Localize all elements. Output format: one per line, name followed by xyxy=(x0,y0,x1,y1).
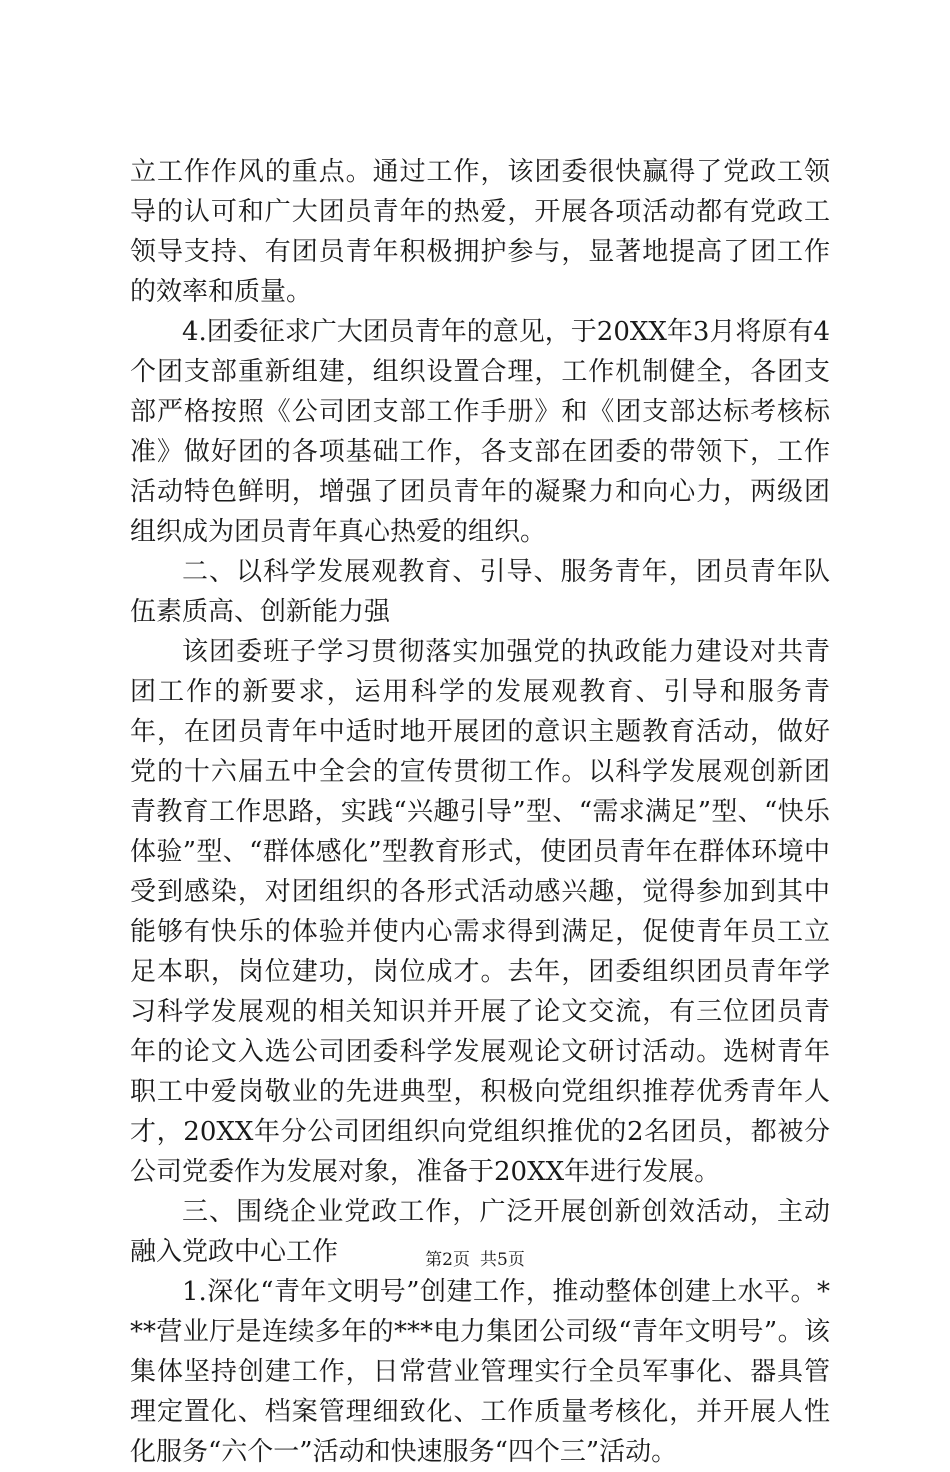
paragraph-item-4: 4.团委征求广大团员青年的意见，于20XX年3月将原有4个团支部重新组建，组织设置合理，工作机制健全，各团支部严格按照《公司团支部工作手册》和《团支部达标考核标准》做好团的各项基础工作，各支部在团委的带领下，工作活动特色鲜明，增强了团员青年的凝聚力和向心力，两级团组织成为团员青年真心热爱的组织。 xyxy=(130,317,830,547)
paragraph-continuation: 立工作作风的重点。通过工作，该团委很快赢得了党政工领导的认可和广大团员青年的热爱，开展各项活动都有党政工领导支持、有团员青年积极拥护参与，显著地提高了团工作的效率和质量。 xyxy=(130,157,830,307)
document-body xyxy=(130,152,830,1472)
page-footer xyxy=(0,1249,950,1271)
page-number: 第2页 xyxy=(425,1250,470,1270)
page-total: 共5页 xyxy=(480,1250,525,1270)
section-heading-3: 三、围绕企业党政工作，广泛开展创新创效活动，主动融入党政中心工作 xyxy=(130,1197,830,1267)
section-heading-2: 二、以科学发展观教育、引导、服务青年，团员青年队伍素质高、创新能力强 xyxy=(130,557,830,627)
paragraph-item-1: 1.深化“青年文明号”创建工作，推动整体创建上水平。***营业厅是连续多年的***电力集团公司级“青年文明号”。该集体坚持创建工作，日常营业管理实行全员军事化、器具管理定置化、档案管理细致化、工作质量考核化，并开展人性化服务“六个一”活动和快速服务“四个三”活动。 xyxy=(130,1277,830,1467)
paragraph-section-2-body: 该团委班子学习贯彻落实加强党的执政能力建设对共青团工作的新要求，运用科学的发展观教育、引导和服务青年，在团员青年中适时地开展团的意识主题教育活动，做好党的十六届五中全会的宣传贯彻工作。以科学发展观创新团青教育工作思路，实践“兴趣引导”型、“需求满足”型、“快乐体验”型、“群体感化”型教育形式，使团员青年在群体环境中受到感染，对团组织的各形式活动感兴趣，觉得参加到其中能够有快乐的体验并使内心需求得到满足，促使青年员工立足本职，岗位建功，岗位成才。去年，团委组织团员青年学习科学发展观的相关知识并开展了论文交流，有三位团员青年的论文入选公司团委科学发展观论文研讨活动。选树青年职工中爱岗敬业的先进典型，积极向党组织推荐优秀青年人才，20XX年分公司团组织向党组织推优的2名团员，都被分公司党委作为发展对象，准备于20XX年进行发展。 xyxy=(130,637,830,1187)
